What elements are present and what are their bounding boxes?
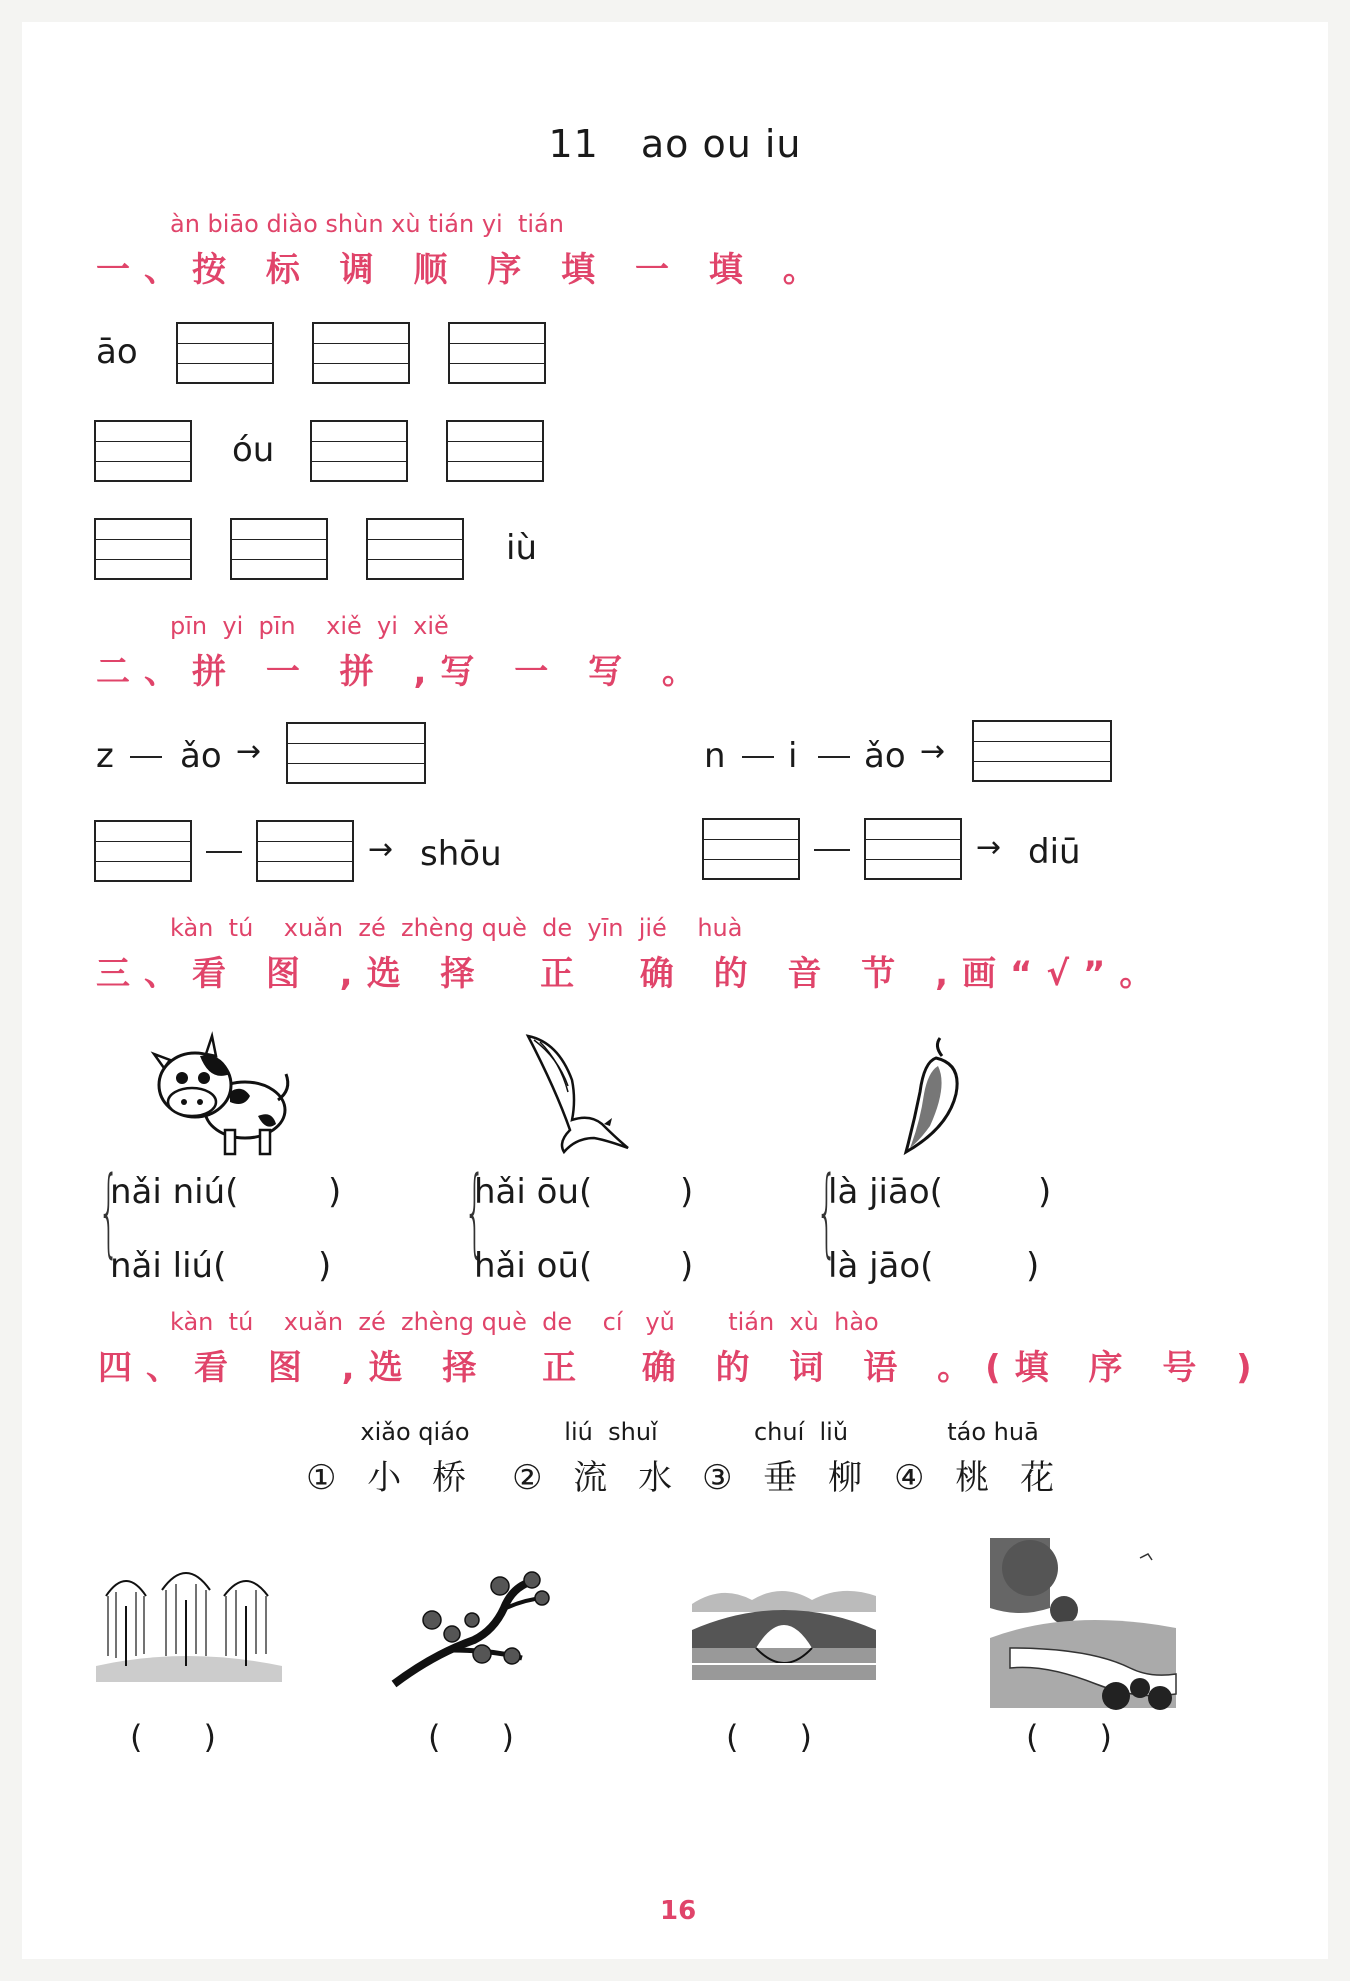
option-pinyin: liú shuǐ: [564, 1418, 658, 1446]
section4-pinyin: kàn tú xuǎn zé zhèng què de cí yǔ tián xù hào: [170, 1308, 879, 1336]
answer-paren[interactable]: ( ): [1026, 1718, 1112, 1756]
answer-box[interactable]: [702, 818, 800, 880]
lesson-number: 11: [548, 122, 599, 166]
check-slot[interactable]: [944, 1246, 1024, 1286]
close-paren: ): [328, 1172, 342, 1212]
arrow-icon: →: [976, 830, 1002, 865]
section3-heading: 三、看 图 ,选 择 正 确 的 音 节 ,画“√”。: [96, 954, 1168, 994]
answer-paren[interactable]: ( ): [726, 1718, 812, 1756]
close-paren: ): [318, 1246, 332, 1286]
dash: [206, 851, 242, 853]
answer-box[interactable]: [286, 722, 426, 784]
medial-i: i: [788, 736, 798, 776]
answer-box[interactable]: [312, 322, 410, 384]
peach-blossom-picture-icon: [392, 1560, 572, 1684]
seagull-icon: [528, 1032, 628, 1152]
option-liu-shui: ② 流 水: [512, 1458, 683, 1498]
section1-heading: 一、按 标 调 顺 序 填 一 填 。: [96, 250, 831, 290]
section3-pinyin: kàn tú xuǎn zé zhèng què de yīn jié huà: [170, 914, 743, 942]
answer-box[interactable]: [448, 322, 546, 384]
answer-box[interactable]: [94, 518, 192, 580]
section1-pinyin: àn biāo diào shùn xù tián yi tián: [170, 210, 564, 238]
check-slot[interactable]: [956, 1172, 1036, 1212]
answer-box[interactable]: [972, 720, 1112, 782]
option-pinyin: xiǎo qiáo: [360, 1418, 470, 1446]
initial-n: n: [704, 736, 726, 776]
initial-z: z: [96, 736, 114, 776]
answer-box[interactable]: [256, 820, 354, 882]
dash: [742, 756, 774, 758]
bridge-picture-icon: [692, 1574, 876, 1680]
arrow-icon: →: [368, 832, 394, 867]
answer-box[interactable]: [310, 420, 408, 482]
result-shou: shōu: [420, 834, 502, 874]
answer-box[interactable]: [446, 420, 544, 482]
close-paren: ): [1038, 1172, 1052, 1212]
option-xiao-qiao: ① 小 桥: [306, 1458, 477, 1498]
option-la-jao: là jāo(: [828, 1246, 934, 1286]
dash: [130, 756, 162, 758]
row1-label: āo: [96, 332, 138, 372]
row2-label: óu: [232, 430, 275, 470]
check-slot[interactable]: [598, 1172, 678, 1212]
row3-label: iù: [506, 528, 537, 568]
answer-paren[interactable]: ( ): [130, 1718, 216, 1756]
close-paren: ): [680, 1246, 694, 1286]
stream-picture-icon: [990, 1538, 1176, 1708]
option-hai-ou-alt: hǎi oū(: [474, 1246, 593, 1286]
option-hai-ou: hǎi ōu(: [474, 1172, 593, 1212]
result-diu: diū: [1028, 832, 1081, 872]
option-pinyin: chuí liǔ: [753, 1418, 849, 1446]
willow-picture-icon: [96, 1566, 282, 1682]
final-ao: ǎo: [864, 736, 906, 776]
answer-paren[interactable]: ( ): [428, 1718, 514, 1756]
option-tao-hua: ④ 桃 花: [894, 1458, 1065, 1498]
arrow-icon: →: [236, 734, 262, 769]
answer-box[interactable]: [864, 818, 962, 880]
option-nai-liu: nǎi liú(: [110, 1246, 227, 1286]
check-slot[interactable]: [598, 1246, 678, 1286]
pepper-icon: [898, 1036, 968, 1156]
section4-heading: 四、看 图 ,选 择 正 确 的 词 语 。(填 序 号 ): [98, 1348, 1266, 1388]
arrow-icon: →: [920, 734, 946, 769]
cow-icon: [150, 1030, 290, 1160]
dash: [814, 849, 850, 851]
answer-box[interactable]: [230, 518, 328, 580]
dash: [818, 756, 850, 758]
section2-pinyin: pīn yi pīn xiě yi xiě: [170, 612, 449, 640]
answer-box[interactable]: [366, 518, 464, 580]
option-la-jiao: là jiāo(: [828, 1172, 943, 1212]
final-ao: ǎo: [180, 736, 222, 776]
close-paren: ): [1026, 1246, 1040, 1286]
answer-box[interactable]: [94, 420, 192, 482]
brace: {: [816, 1156, 838, 1268]
close-paren: ): [680, 1172, 694, 1212]
brace: {: [464, 1156, 486, 1268]
page-number: 16: [660, 1896, 697, 1926]
check-slot[interactable]: [230, 1246, 314, 1286]
lesson-title: ao ou iu: [640, 122, 802, 166]
brace: {: [98, 1156, 120, 1268]
answer-box[interactable]: [94, 820, 192, 882]
option-pinyin: táo huā: [947, 1418, 1039, 1446]
page-title: [0, 122, 1350, 166]
check-slot[interactable]: [234, 1172, 324, 1212]
option-chui-liu: ③ 垂 柳: [702, 1458, 873, 1498]
option-nai-niu: nǎi niú(: [110, 1172, 239, 1212]
section2-heading: 二、拼 一 拼 ,写 一 写 。: [96, 652, 710, 692]
answer-box[interactable]: [176, 322, 274, 384]
